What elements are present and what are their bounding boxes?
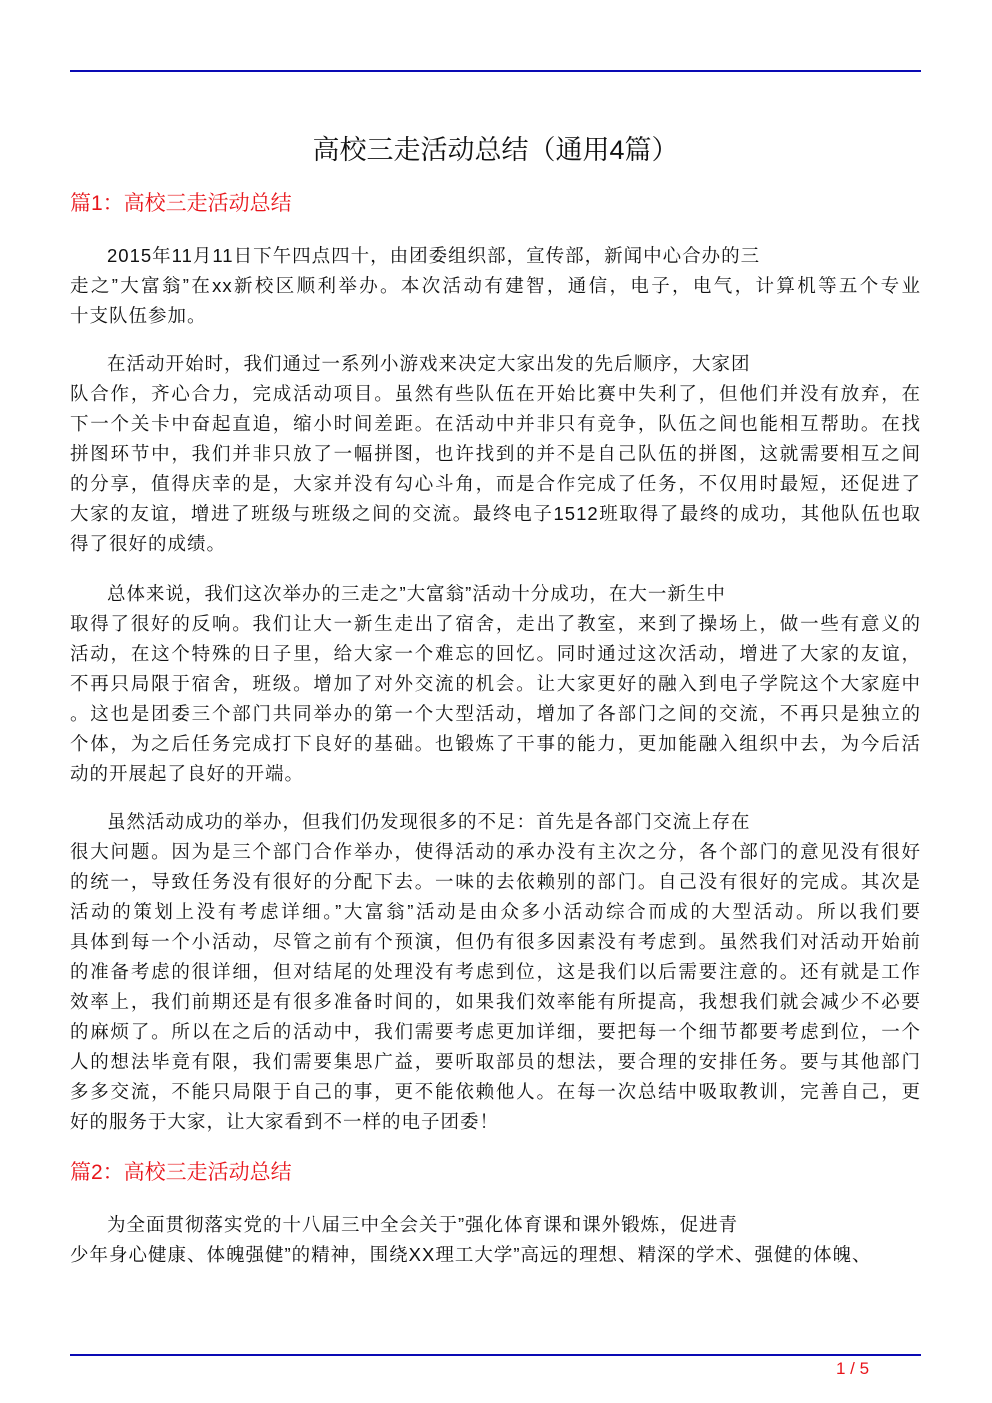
paragraph-line: 不再只局限于宿舍，班级。增加了对外交流的机会。让大家更好的融入到电子学院这个大家庭中 — [70, 673, 921, 694]
paragraph-line: 大家的友谊，增进了班级与班级之间的交流。最终电子1512班取得了最终的成功，其他队伍也取 — [70, 503, 921, 524]
paragraph-line: 取得了很好的反响。我们让大一新生走出了宿舍，走出了教室，来到了操场上，做一些有意义的 — [70, 613, 921, 634]
paragraph-line: 得了很好的成绩。 — [70, 533, 227, 554]
paragraph-line: 拼图环节中，我们并非只放了一幅拼图，也许找到的并不是自己队伍的拼图，这就需要相互之间 — [70, 443, 921, 464]
document-title: 高校三走活动总结（通用4篇） — [312, 135, 679, 165]
paragraph — [70, 807, 921, 1137]
section-heading: 篇2：高校三走活动总结 — [70, 1161, 292, 1184]
paragraph-line: 的准备考虑的很详细，但对结尾的处理没有考虑到位，这是我们以后需要注意的。还有就是工作 — [70, 961, 921, 982]
section-heading: 篇1：高校三走活动总结 — [70, 192, 292, 215]
paragraph-line: 走之”大富翁”在xx新校区顺利举办。本次活动有建智，通信，电子，电气，计算机等五个专业 — [70, 275, 921, 296]
paragraph-line: 总体来说，我们这次举办的三走之”大富翁”活动十分成功，在大一新生中 — [107, 583, 726, 604]
paragraph — [70, 349, 921, 559]
paragraph-line: 的分享，值得庆幸的是，大家并没有勾心斗角，而是合作完成了任务，不仅用时最短，还促进了 — [70, 473, 921, 494]
paragraph-line: 虽然活动成功的举办，但我们仍发现很多的不足：首先是各部门交流上存在 — [107, 811, 751, 832]
paragraph-line: 好的服务于大家，让大家看到不一样的电子团委！ — [70, 1111, 500, 1132]
paragraph-line: 队合作，齐心合力，完成活动项目。虽然有些队伍在开始比赛中失利了，但他们并没有放弃，在 — [70, 383, 921, 404]
paragraph-line: 动的开展起了良好的开端。 — [70, 763, 305, 784]
paragraph-line: 下一个关卡中奋起直追，缩小时间差距。在活动中并非只有竞争，队伍之间也能相互帮助。在找 — [70, 413, 921, 434]
paragraph-line: 效率上，我们前期还是有很多准备时间的，如果我们效率能有所提高，我想我们就会减少不必要 — [70, 991, 921, 1012]
paragraph-line: 2015年11月11日下午四点四十，由团委组织部，宣传部，新闻中心合办的三 — [107, 245, 761, 266]
header-rule — [70, 70, 921, 72]
page-number: 1 / 5 — [836, 1359, 870, 1378]
paragraph-line: 具体到每一个小活动，尽管之前有个预演，但仍有很多因素没有考虑到。虽然我们对活动开始前 — [70, 931, 921, 952]
paragraph-line: 在活动开始时，我们通过一系列小游戏来决定大家出发的先后顺序，大家团 — [107, 353, 751, 374]
paragraph-line: 人的想法毕竟有限，我们需要集思广益，要听取部员的想法，要合理的安排任务。要与其他部门 — [70, 1051, 921, 1072]
paragraph-line: 的统一，导致任务没有很好的分配下去。一味的去依赖别的部门。自己没有很好的完成。其次是 — [70, 871, 921, 892]
paragraph — [70, 1210, 921, 1270]
paragraph — [70, 241, 921, 331]
paragraph-line: 活动，在这个特殊的日子里，给大家一个难忘的回忆。同时通过这次活动，增进了大家的友谊， — [70, 643, 921, 664]
paragraph-line: 活动的策划上没有考虑详细。”大富翁”活动是由众多小活动综合而成的大型活动。所以我们要 — [70, 901, 921, 922]
paragraph-line: 为全面贯彻落实党的十八届三中全会关于”强化体育课和课外锻炼，促进青 — [107, 1214, 739, 1235]
paragraph-line: 。这也是团委三个部门共同举办的第一个大型活动，增加了各部门之间的交流，不再只是独立的 — [70, 703, 921, 724]
paragraph-line: 多多交流，不能只局限于自己的事，更不能依赖他人。在每一次总结中吸取教训，完善自己，更 — [70, 1081, 921, 1102]
paragraph — [70, 579, 921, 789]
paragraph-line: 很大问题。因为是三个部门合作举办，使得活动的承办没有主次之分，各个部门的意见没有很好 — [70, 841, 921, 862]
paragraph-line: 十支队伍参加。 — [70, 305, 207, 326]
footer-rule — [70, 1354, 921, 1356]
paragraph-line: 的麻烦了。所以在之后的活动中，我们需要考虑更加详细，要把每一个细节都要考虑到位，一个 — [70, 1021, 921, 1042]
paragraph-line: 少年身心健康、体魄强健”的精神，围绕XX理工大学”高远的理想、精深的学术、强健的体魄、 — [70, 1244, 872, 1265]
paragraph-line: 个体，为之后任务完成打下良好的基础。也锻炼了干事的能力，更加能融入组织中去，为今后活 — [70, 733, 921, 754]
